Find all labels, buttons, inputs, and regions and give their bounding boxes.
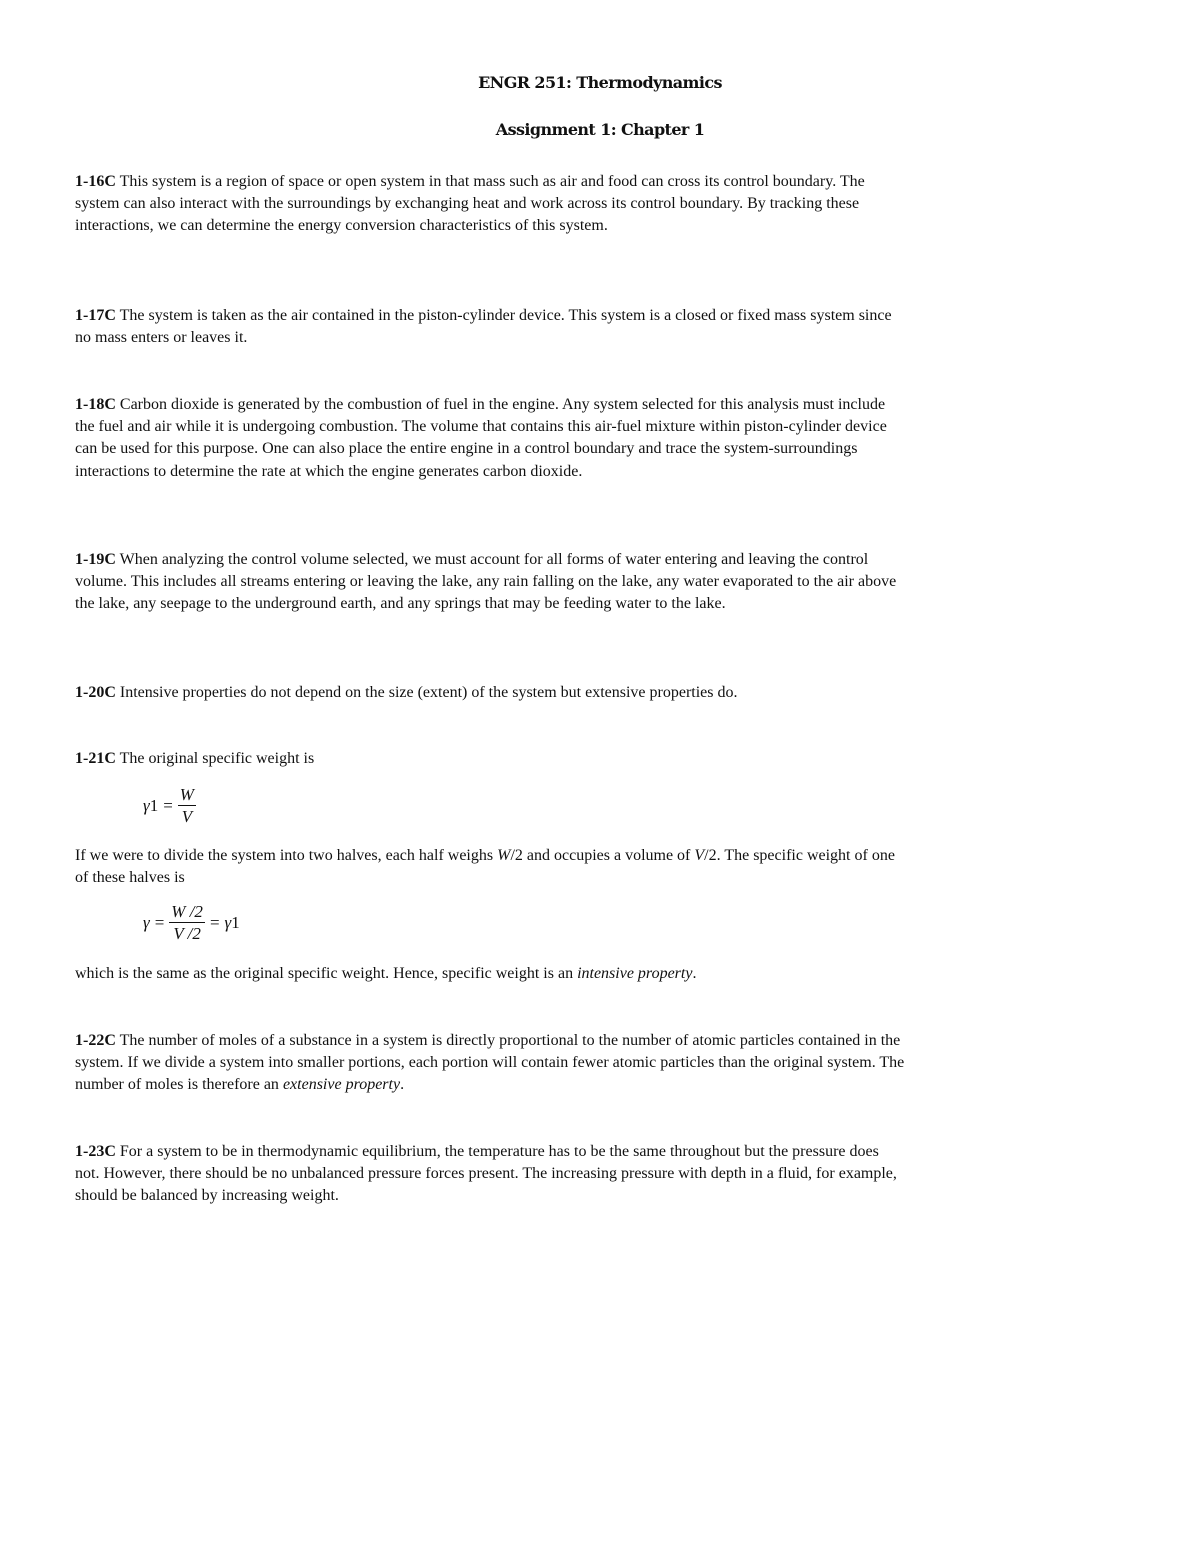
emphasis-text: extensive property [282,1076,401,1094]
eq-lhs-subscript: 1 [149,795,159,815]
answer-1-21c-continued [75,845,905,889]
answer-1-19c [75,549,905,616]
problem-number: 1-17C [75,307,116,324]
answer-text: /2 and occupies a volume of [510,847,695,864]
problem-number: 1-19C [75,551,116,568]
weight-symbol: W [497,847,511,864]
answer-text: The original specific weight is [119,750,315,767]
eq-equals: = [163,795,173,815]
problem-number: 1-18C [75,396,116,413]
answer-1-22c [75,1030,905,1097]
assignment-title: Assignment 1: Chapter 1 [495,120,705,139]
answer-text: Carbon dioxide is generated by the combustion of fuel in the engine. Any system selected for this analysis must include the fuel and air while it is undergoing combustion. The volume that contains this air-fuel mixture within piston-cylinder device can be used for this purpose. One can also place the entire engine in a control boundary and trace the system-surroundings interactions to determine the rate at which the engine generates carbon dioxide. [75,396,887,480]
answer-1-16c [75,171,905,238]
answer-text: which is the same as the original specific weight. Hence, specific weight is an [75,965,578,982]
answer-text: . [400,1076,405,1094]
problem-number: 1-16C [75,173,116,190]
eq-fraction [178,786,196,825]
eq-denominator: V [181,807,193,826]
eq-rhs-symbol: γ [224,912,232,932]
answer-text: Intensive properties do not depend on the size (extent) of the system but extensive properties do. [119,684,738,701]
problem-number: 1-22C [75,1032,116,1049]
answer-text: The system is taken as the air contained in the piston-cylinder device. This system is a closed or fixed mass system since no mass enters or leaves it. [75,307,892,347]
eq-lhs-symbol: γ [143,795,150,815]
course-title: ENGR 251: Thermodynamics [478,73,722,92]
answer-text: . [692,965,697,982]
emphasis-text: intensive property [577,965,693,982]
answer-text: When analyzing the control volume selected, we must account for all forms of water entering and leaving the control volume. This includes all streams entering or leaving the lake, any rain falling on the lake, any water evaporated to the air above the lake, any seepage to the underground earth, and any springs that may be feeding water to the lake. [75,551,897,613]
eq-numerator: W /2 [171,902,203,921]
answer-1-18c [75,394,905,483]
eq-equals: = [154,912,165,932]
answer-text: The number of moles of a substance in a system is directly proportional to the number of atomic particles contained in the system. If we divide a system into smaller portions, each portion will contain fewer atomic particles than the original system. The number of moles is therefore an [75,1032,905,1094]
problem-number: 1-21C [75,750,116,767]
eq-rhs-subscript: 1 [231,912,240,932]
answer-1-21c [75,748,905,770]
eq-fraction [169,903,205,942]
answer-1-17c [75,305,905,349]
answer-1-21c-conclusion [75,963,905,985]
answer-1-20c [75,682,905,704]
equation-half-specific-weight [143,903,240,942]
answer-text: This system is a region of space or open system in that mass such as air and food can cross its control boundary. The system can also interact with the surroundings by exchanging heat and work across its control boundary. By tracking these interactions, we can determine the energy conversion characteristics of this system. [75,173,865,235]
problem-number: 1-23C [75,1143,116,1160]
equation-original-specific-weight [143,786,196,825]
eq-numerator: W [179,785,194,804]
eq-lhs-symbol: γ [143,912,150,932]
answer-text: For a system to be in thermodynamic equilibrium, the temperature has to be the same throughout but the pressure does not. However, there should be no unbalanced pressure forces present. The increasing pressure with depth in a fluid, for example, should be balanced by increasing weight. [75,1143,897,1205]
eq-denominator: V /2 [173,924,201,943]
answer-1-23c [75,1141,905,1208]
eq-equals: = [209,912,220,932]
volume-symbol: V [694,847,705,864]
answer-text: If we were to divide the system into two halves, each half weighs [75,847,498,864]
problem-number: 1-20C [75,684,116,701]
answer-text: /2. The specific weight of one of these halves is [75,847,895,887]
